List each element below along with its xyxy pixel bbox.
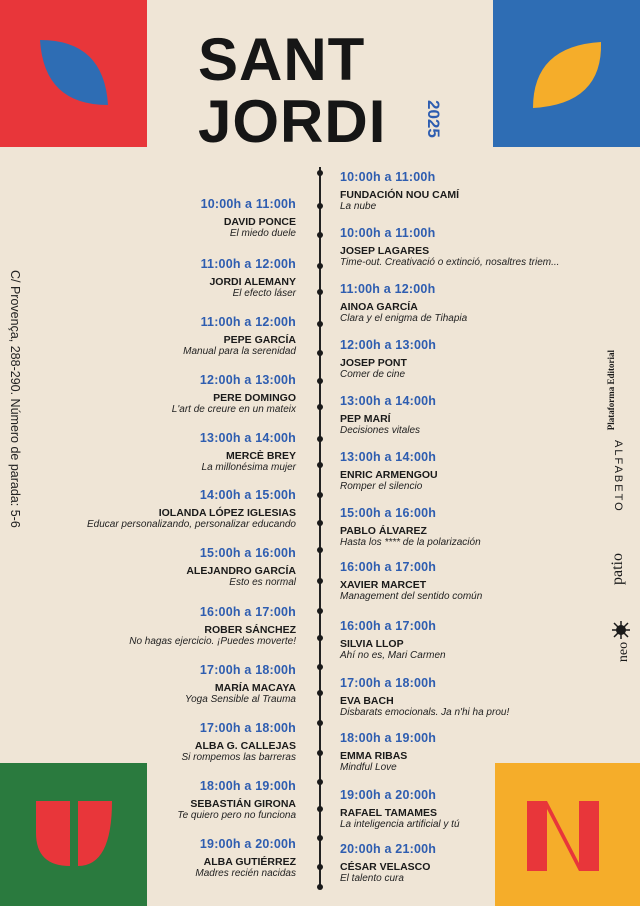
book-title: Madres recién nacidas [195,868,296,879]
leaf-yellow-icon [493,0,640,147]
book-title: Te quiero pero no funciona [177,810,296,821]
time-slot: 16:00h a 17:00h [199,605,296,619]
timeline-dot [317,884,323,890]
book-title: No hagas ejercicio. ¡Puedes moverte! [129,636,296,647]
timeline-dot [317,263,323,269]
speaker-name: IOLANDA LÓPEZ IGLESIAS [158,507,296,519]
speaker-name: XAVIER MARCET [340,579,427,591]
book-title: Ahí no es, Mari Carmen [340,650,446,661]
right-schedule-entry [340,338,630,381]
timeline-dot [317,547,323,553]
time-slot: 15:00h a 16:00h [199,546,296,560]
timeline-dot [317,520,323,526]
speaker-name: PEPE GARCÍA [223,334,296,346]
book-title: Time-out. Creativació o extinció, nosaltres triem... [340,257,560,268]
leaf-blue-icon [0,0,147,147]
time-slot: 12:00h a 13:00h [340,338,437,352]
book-title: El talento cura [340,873,404,884]
speaker-name: ROBER SÁNCHEZ [204,624,296,636]
book-title: La inteligencia artificial y tú [340,819,460,830]
left-schedule-entry [0,488,296,531]
timeline-dot [317,750,323,756]
speaker-name: PEP MARÍ [340,413,391,425]
speaker-name: PERE DOMINGO [213,392,296,404]
speaker-name: SEBASTIÁN GIRONA [190,798,296,810]
left-schedule-entry [0,197,296,240]
right-schedule-entry [340,170,630,213]
book-title: Manual para la serenidad [183,346,296,357]
timeline-dot [317,835,323,841]
timeline-dot [317,321,323,327]
left-schedule-entry [0,837,296,880]
book-title: Disbarats emocionals. Ja n'hi ha prou! [340,707,510,718]
book-title: La millonésima mujer [201,462,296,473]
timeline-dot [317,378,323,384]
year-label: 2025 [424,100,443,138]
speaker-name: ENRIC ARMENGOU [340,469,438,481]
speaker-name: EMMA RIBAS [340,750,408,762]
timeline-dot [317,492,323,498]
book-title: El miedo duele [229,228,296,239]
time-slot: 16:00h a 17:00h [340,619,437,633]
timeline-dot [317,289,323,295]
time-slot: 10:00h a 11:00h [340,226,436,240]
left-schedule-entry [0,373,296,416]
timeline-dot [317,203,323,209]
timeline-dot [317,864,323,870]
book-title: Comer de cine [340,369,406,380]
speaker-name: AINOA GARCÍA [340,301,418,313]
speaker-name: MARÍA MACAYA [214,682,296,694]
time-slot: 20:00h a 21:00h [340,842,437,856]
speaker-name: JORDI ALEMANY [209,276,296,288]
svg-text:neo: neo [616,641,631,663]
speaker-name: CÉSAR VELASCO [340,861,431,873]
timeline-dot [317,436,323,442]
right-schedule-entry [340,619,630,662]
left-schedule-entry [0,546,296,589]
time-slot: 11:00h a 12:00h [340,282,436,296]
timeline-dot [317,806,323,812]
right-schedule-entry [340,394,630,437]
right-schedule-entry [340,560,630,603]
time-slot: 19:00h a 20:00h [340,788,437,802]
time-slot: 16:00h a 17:00h [340,560,437,574]
book-title: Educar personalizando, personalizar educando [86,519,296,530]
left-schedule-entry [0,779,296,822]
time-slot: 10:00h a 11:00h [200,197,296,211]
timeline-dot [317,608,323,614]
time-slot: 17:00h a 18:00h [340,676,437,690]
book-title: Clara y el enigma de Tihapia [340,313,468,324]
address-text: C/ Provença, 288-290. Número de parada: 5-6 [8,270,22,528]
left-schedule-entry [0,663,296,706]
speaker-name: ALBA GUTIÉRREZ [203,856,296,868]
timeline-dot [317,779,323,785]
book-title: Yoga Sensible al Trauma [185,694,296,705]
title-jordi: JORDI [198,88,387,155]
right-schedule-entry [340,731,630,774]
time-slot: 19:00h a 20:00h [199,837,296,851]
time-slot: 11:00h a 12:00h [200,315,296,329]
book-title: El efecto láser [232,288,296,299]
timeline-dot [317,720,323,726]
book-title: Hasta los **** de la polarización [340,537,481,548]
right-schedule-entry [340,450,630,493]
neo-logo [608,620,634,668]
timeline-dot [317,690,323,696]
time-slot: 13:00h a 14:00h [340,450,437,464]
patio-logo: patio [609,553,626,585]
speaker-name: SILVIA LLOP [340,638,404,650]
book-title: Mindful Love [340,762,397,773]
timeline-dot [317,664,323,670]
speaker-name: ALBA G. CALLEJAS [194,740,296,752]
right-schedule-entry [340,282,630,325]
timeline-dot [317,232,323,238]
left-schedule-entry [0,257,296,300]
right-schedule-entry [340,788,630,831]
time-slot: 13:00h a 14:00h [340,394,437,408]
time-slot: 15:00h a 16:00h [340,506,437,520]
right-schedule-entry [340,506,630,549]
plataforma-editorial-logo: Plataforma Editorial [606,350,616,431]
time-slot: 10:00h a 11:00h [340,170,436,184]
book-title: L'art de creure en un mateix [171,404,296,415]
time-slot: 17:00h a 18:00h [199,721,296,735]
timeline-dot [317,578,323,584]
time-slot: 12:00h a 13:00h [199,373,296,387]
left-schedule-entry [0,315,296,358]
speaker-name: JOSEP LAGARES [340,245,430,257]
book-title: Si rompemos las barreras [181,752,296,763]
speaker-name: DAVID PONCE [223,216,296,228]
book-title: La nube [340,201,377,212]
corner-red-block [0,0,147,147]
speaker-name: ALEJANDRO GARCÍA [186,565,296,577]
book-title: Esto es normal [229,577,296,588]
timeline-dot [317,462,323,468]
corner-blue-block [493,0,640,147]
book-title: Decisiones vitales [340,425,421,436]
book-title: Romper el silencio [340,481,423,492]
right-schedule-entry [340,676,630,719]
time-slot: 13:00h a 14:00h [199,431,296,445]
left-schedule-entry [0,605,296,648]
time-slot: 11:00h a 12:00h [200,257,296,271]
time-slot: 18:00h a 19:00h [340,731,437,745]
title-sant: SANT [198,26,366,93]
time-slot: 17:00h a 18:00h [199,663,296,677]
speaker-name: FUNDACIÓN NOU CAMÍ [340,189,459,201]
timeline-dot [317,635,323,641]
right-schedule-entry [340,226,630,269]
speaker-name: EVA BACH [340,695,394,707]
left-schedule-entry [0,431,296,474]
speaker-name: PABLO ÁLVAREZ [340,525,427,537]
speaker-name: JOSEP PONT [340,357,407,369]
speaker-name: RAFAEL TAMAMES [340,807,438,819]
right-schedule-entry [340,842,630,885]
speaker-name: MERCÈ BREY [225,450,296,462]
alfabeto-logo: ALFABETO [612,440,624,513]
timeline-dot [317,170,323,176]
book-title: Management del sentido común [340,591,483,602]
left-schedule-entry [0,721,296,764]
timeline-dot [317,404,323,410]
time-slot: 14:00h a 15:00h [199,488,296,502]
timeline-dot [317,350,323,356]
time-slot: 18:00h a 19:00h [199,779,296,793]
